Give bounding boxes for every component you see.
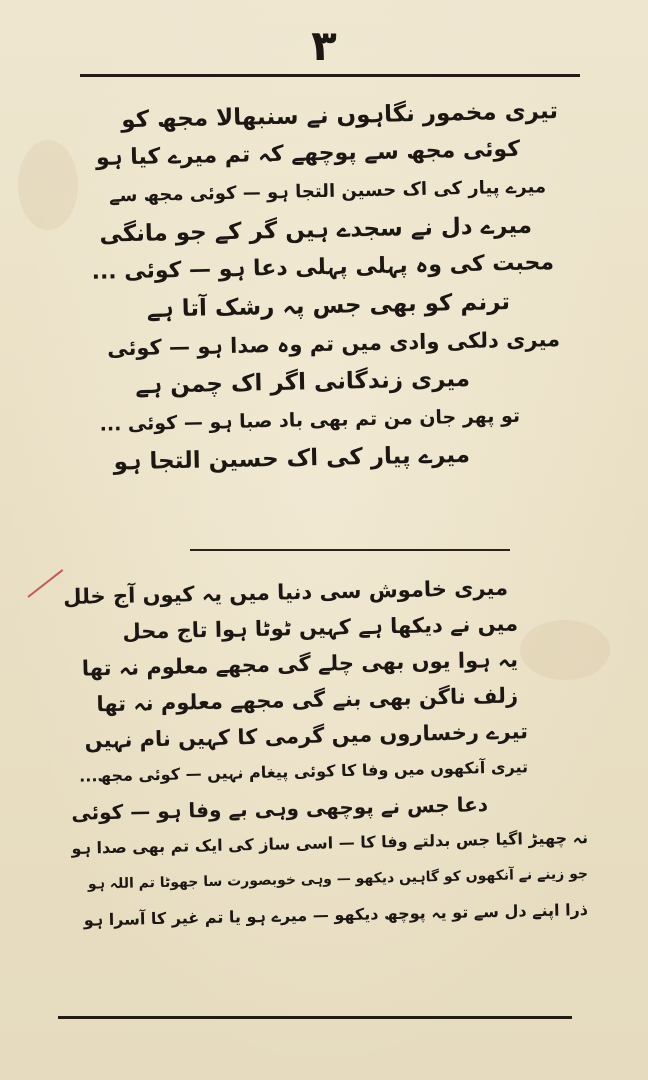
poem-line: میں نے دیکھا ہے کہیں ٹوٹا ہوا تاج محل [122,611,519,644]
poem-line: زلف ناگن بھی بنے گی مجھے معلوم نہ تھا [96,683,519,717]
poem-line: میرے دل نے سجدے ہیں گر کے جو مانگی [99,212,533,248]
poem-line: نہ چھیڑ اگیا جس بدلتے وفا کا — اسی ساز کی ایک تم بھی صدا ہو [71,828,589,858]
red-pencil-mark [27,569,63,598]
poem-line: تیرے رخساروں میں گرمی کا کہیں نام نہیں [84,719,529,753]
poem-line: دعا جس نے پوچھی وہی بے وفا ہو — کوئی [71,792,489,825]
poem-line: یہ ہوا یوں بھی چلے گی مجھے معلوم نہ تھا [81,647,519,681]
poem-line: میری خاموش سی دنیا میں یہ کیوں آج خلل [62,575,509,609]
page-number: ۳ [311,21,337,70]
poem-line: تیری آنکھوں میں وفا کا کوئی پیغام نہیں — کوئی مجھ... [78,757,529,786]
poem-two [60,568,588,928]
poem-line: تو پھر جان من تم بھی باد صبا ہو — کوئی ... [99,404,521,436]
poem-line: جو زینے نے آنکھوں کو گاہیں دیکھو — وہی خوبصورت سا جھوٹا تم اللہ ہو [87,866,589,893]
poem-line: ترنم کو بھی جس پہ رشک آتا ہے [146,289,511,323]
poem-line: میرے پیار کی اک حسین التجا ہو [113,441,471,476]
poem-line: تیری مخمور نگاہوں نے سنبھالا مجھ کو [120,98,559,134]
top-rule [80,74,580,77]
poem-line: محبت کی وہ پہلی پہلی دعا ہو — کوئی ... [91,250,555,285]
section-divider [190,549,510,551]
poem-line: ذرا اپنے دل سے تو یہ پوچھ دیکھو — میرے ہو یا تم غیر کا آسرا ہو [83,900,589,930]
paper-stain [18,140,78,230]
poem-line: میری زندگانی اگر اک چمن ہے [135,365,471,399]
poem-one [90,92,561,476]
poem-line: میری دلکی وادی میں تم وہ صدا ہو — کوئی [106,327,561,361]
poem-line: میرے پیار کی اک حسین التجا ہو — کوئی مجھ سے [108,176,547,207]
poem-line: کوئی مجھ سے پوچھے کہ تم میرے کیا ہو [95,136,521,171]
bottom-rule [58,1016,572,1019]
